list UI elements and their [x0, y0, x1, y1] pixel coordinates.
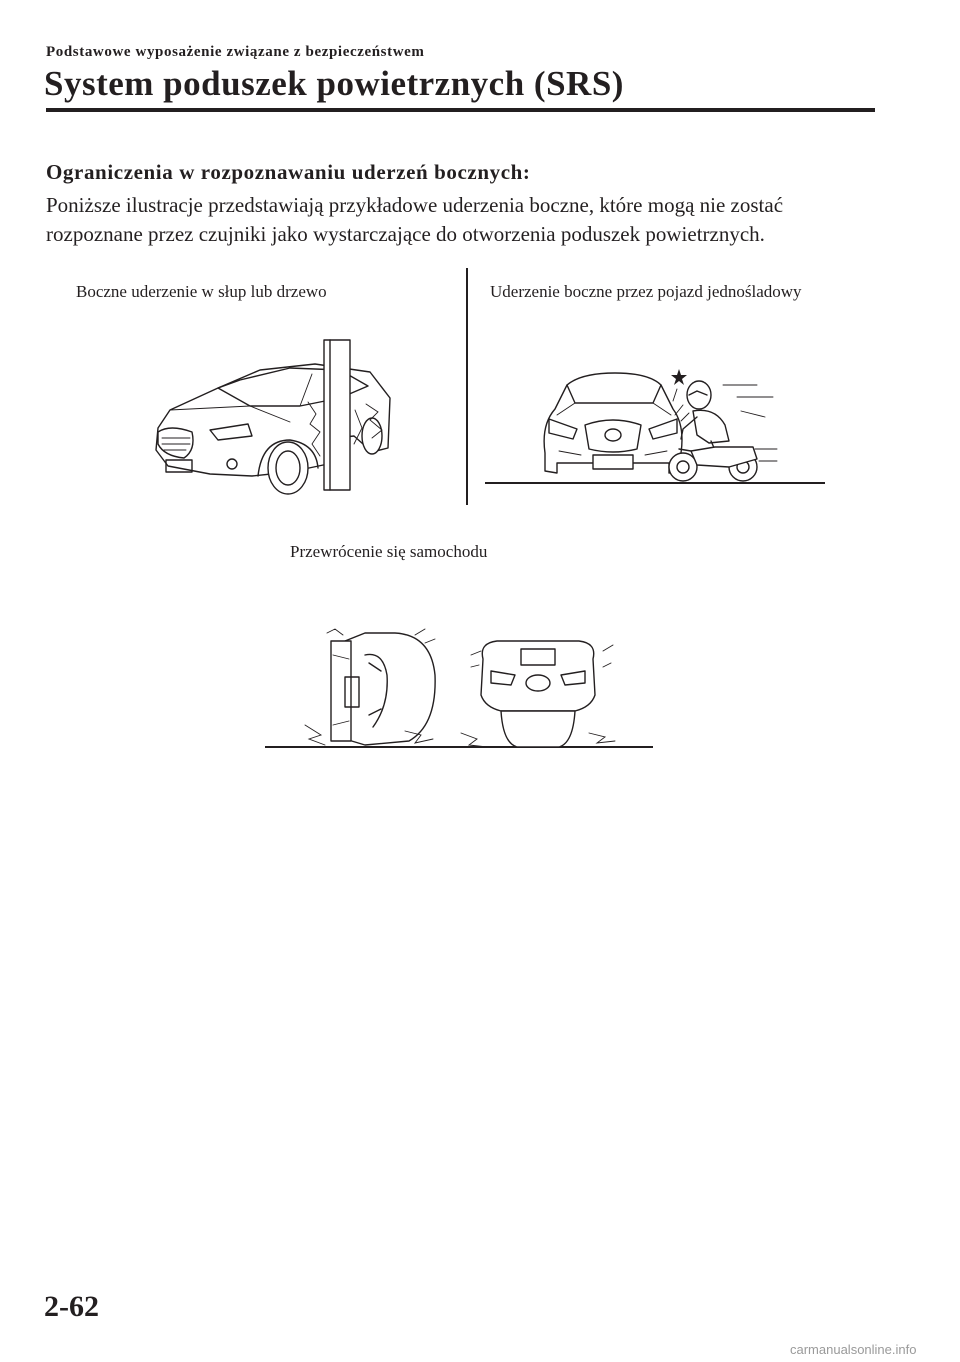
page-number: 2-62 — [44, 1290, 99, 1323]
figure-divider — [466, 268, 468, 505]
section-heading: Ograniczenia w rozpoznawaniu uderzeń bocznych: — [46, 160, 531, 184]
page-title: System poduszek powietrznych (SRS) — [44, 64, 624, 103]
caption-rollover: Przewrócenie się samochodu — [290, 542, 488, 561]
body-line-2: rozpoznane przez czujniki jako wystarczające do otworzenia poduszek powietrznych. — [46, 222, 765, 246]
caption-motorcycle-impact: Uderzenie boczne przez pojazd jednośladowy — [490, 282, 802, 301]
pole-impact-illustration — [140, 340, 400, 490]
motorcycle-impact-illustration — [485, 355, 830, 490]
car-upside-down — [461, 641, 615, 747]
title-rule — [46, 108, 875, 112]
caption-pole-impact: Boczne uderzenie w słup lub drzewo — [76, 282, 327, 301]
rollover-illustration — [265, 615, 655, 755]
body-paragraph — [46, 191, 876, 249]
watermark: carmanualsonline.info — [790, 1342, 917, 1357]
body-line-1: Poniższe ilustracje przedstawiają przykładowe uderzenia boczne, które mogą nie zostać — [46, 193, 784, 217]
section-label: Podstawowe wyposażenie związane z bezpieczeństwem — [46, 44, 425, 60]
car-on-side — [305, 629, 435, 745]
